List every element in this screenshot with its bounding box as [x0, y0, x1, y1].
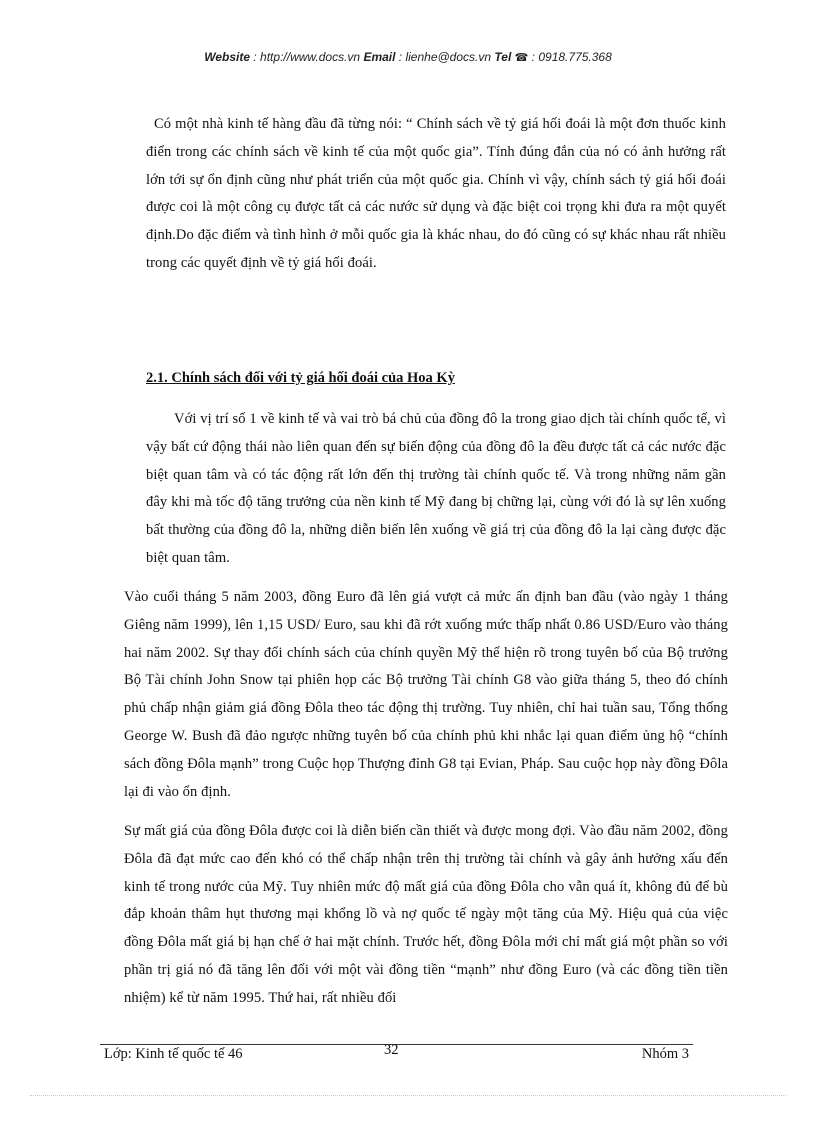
intro-paragraph	[146, 111, 726, 278]
footer-group-label: Nhóm 3	[641, 1046, 689, 1062]
page-header	[0, 50, 816, 64]
paragraph-us-role-text: Với vị trí số 1 về kinh tế và vai trò bá chủ của đồng đô la trong giao dịch tài chính quốc tế, vì vậy bất cứ động thái nào liên quan đến sự biến động của đồng đô la đều được tất cả các nước đặc biệt quan tâm và có tác động rất lớn đến thị trường tài chính quốc tế. Và trong những năm gần đây khi mà tốc độ tăng trưởng của nền kinh tế Mỹ đang bị chững lại, cùng với đó là sự lên xuống bất thường của đồng đô la, những diễn biến lên xuống về giá trị của đồng đô la lại càng được đặc biệt quan tâm.	[146, 411, 726, 566]
page-bottom-border	[30, 1095, 786, 1096]
website-link[interactable]: http://www.docs.vn	[260, 50, 361, 64]
section-heading: 2.1. Chính sách đối với tỷ giá hối đoái của Hoa Kỳ	[146, 370, 455, 386]
tel-label: Tel	[494, 50, 512, 64]
paragraph-dollar-depreciation-text: Sự mất giá của đồng Đôla được coi là diễn biến cần thiết và được mong đợi. Vào đầu năm 2002, đồng Đôla đã đạt mức cao đến khó có thể chấp nhận trên thị trường tài chính và gây ảnh hưởng xấu đến kinh tế trong nước của Mỹ. Tuy nhiên mức độ mất giá của đồng Đôla cho vẫn quá ít, không đủ để bù đắp khoản thâm hụt thương mại khổng lồ và nợ quốc tế ngày một tăng của Mỹ. Hiệu quả của việc đồng Đôla mất giá bị hạn chế ở hai mặt chính. Trước hết, đồng Đôla mới chỉ mất giá một phần so với phần trị giá nó đã tăng lên đối với một vài đồng tiền “mạnh” như đồng Euro (và các đồng tiền tiền nhiệm) kể từ năm 1995. Thứ hai, rất nhiều đối	[124, 823, 728, 1006]
website-separator: :	[250, 50, 261, 64]
email-label: Email	[363, 50, 396, 64]
paragraph-dollar-depreciation	[124, 818, 728, 1013]
paragraph-euro-2003	[124, 584, 728, 806]
email-link[interactable]: lienhe@docs.vn	[405, 50, 492, 64]
page-footer	[100, 1042, 693, 1068]
paragraph-us-role	[146, 406, 726, 573]
page-number: 32	[384, 1042, 399, 1058]
email-separator: :	[395, 50, 406, 64]
phone-icon: ☎	[514, 52, 529, 64]
intro-text: Có một nhà kinh tế hàng đầu đã từng nói: “ Chính sách về tỷ giá hối đoái là một đơn thuốc kinh điển trong các chính sách về kinh tế của một quốc gia”. Tính đúng đắn của nó có ảnh hưởng rất lớn tới sự ổn định cũng như phát triển của một quốc gia. Chính vì vậy, chính sách tỷ giá hối đoái được coi là một công cụ được tất cả các nước sử dụng và đặc biệt coi trọng khi đưa ra một quyết định.Do đặc điểm và tình hình ở mỗi quốc gia là khác nhau, do đó cũng có sự khác nhau rất nhiều trong các quyết định về tỷ giá hối đoái.	[146, 116, 726, 271]
footer-class-label: Lớp: Kinh tế quốc tế 46	[104, 1046, 243, 1062]
website-label: Website	[204, 50, 251, 64]
tel-value: 0918.775.368	[538, 50, 612, 64]
paragraph-euro-2003-text: Vào cuối tháng 5 năm 2003, đồng Euro đã lên giá vượt cả mức ấn định ban đầu (vào ngày 1 tháng Giêng năm 1999), lên 1,15 USD/ Euro, sau khi đã rớt xuống mức thấp nhất 0.86 USD/Euro vào tháng hai năm 2002. Sự thay đổi chính sách của chính quyền Mỹ thể hiện rõ trong tuyên bố của Bộ trưởng Bộ Tài chính John Snow tại phiên họp các Bộ trưởng Tài chính G8 vào giữa tháng 5, theo đó chính phủ chấp nhận giảm giá đồng Đôla theo tác động thị trường. Tuy nhiên, chỉ hai tuần sau, Tổng thống George W. Bush đã đảo ngược những tuyên bố của chính phủ khi nhắc lại quan điểm ủng hộ “chính sách đồng Đôla mạnh” trong Cuộc họp Thượng đỉnh G8 tại Evian, Pháp. Sau cuộc họp này đồng Đôla lại đi vào ổn định.	[124, 589, 728, 800]
tel-separator: :	[528, 50, 539, 64]
